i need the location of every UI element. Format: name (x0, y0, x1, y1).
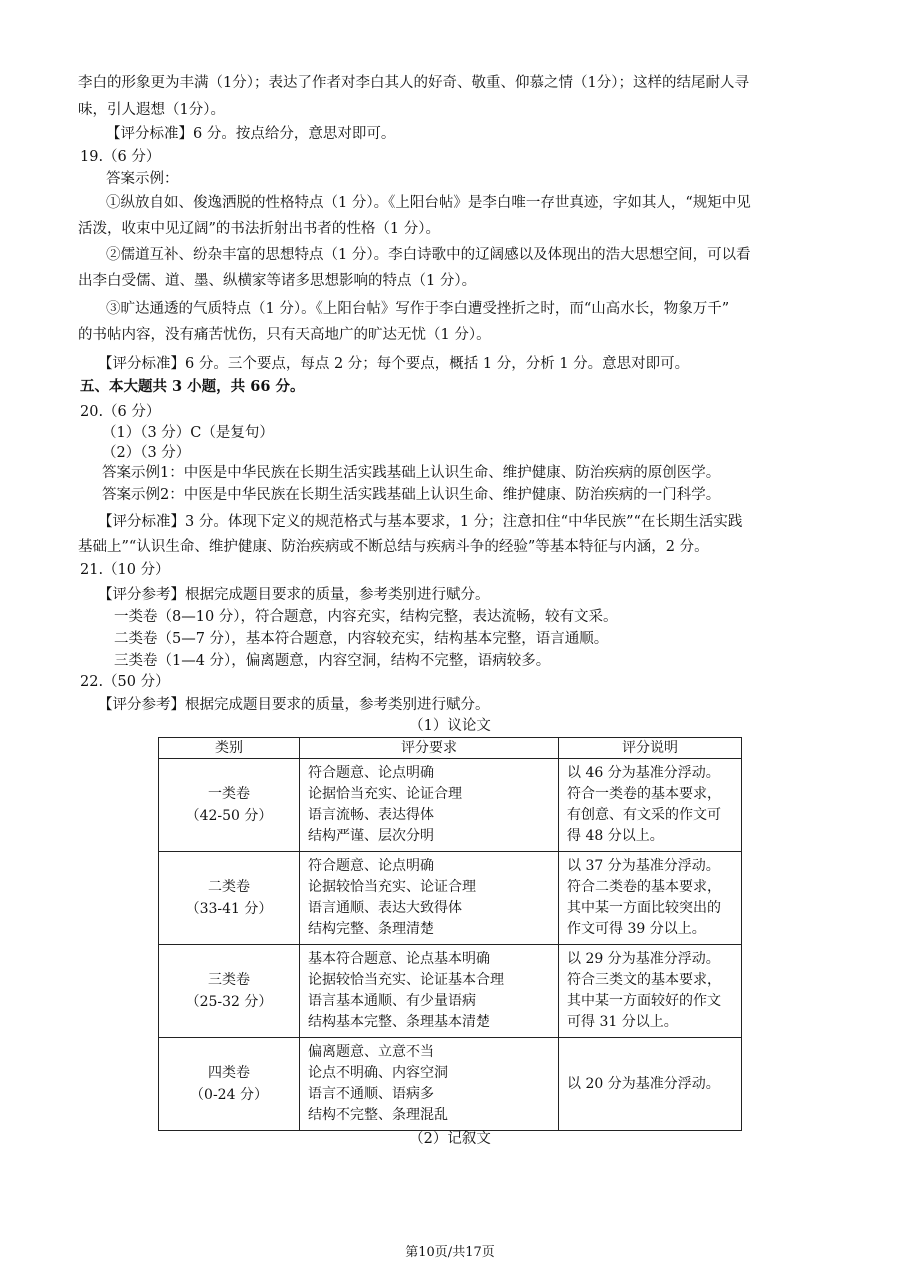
answer-line: ①纵放自如、俊逸洒脱的性格特点（1 分）。《上阳台帖》是李白唯一存世真迹，字如其人，“规矩中见 (106, 195, 751, 211)
answer-line: 李白的形象更为丰满（1分）；表达了作者对李白其人的好奇、敬重、仰慕之情（1分）；这样的结尾耐人寻 (78, 75, 749, 91)
question-number: 21.（10 分） (80, 562, 170, 578)
answer-example: 答案示例1：中医是中华民族在长期生活实践基础上认识生命、维护健康、防治疾病的原创医学。 (102, 465, 721, 481)
column-header: 类别 (159, 738, 300, 759)
table-row (159, 945, 742, 1038)
answer-line: 的书帖内容，没有痛苦忧伤，只有天高地广的旷达无忧（1 分）。 (78, 327, 491, 343)
answer-line: 出李白受儒、道、墨、纵横家等诸多思想影响的特点（1 分）。 (78, 273, 477, 289)
requirement-cell: 基本符合题意、论点基本明确 论据较恰当充实、论证基本合理 语言基本通顺、有少量语病 结构基本完整、条理基本清楚 (300, 945, 559, 1038)
column-header: 评分要求 (300, 738, 559, 759)
answer-line: 味，引人遐想（1分）。 (78, 102, 225, 118)
question-number: 22.（50 分） (80, 674, 170, 690)
note-cell: 以 29 分为基准分浮动。 符合三类文的基本要求， 其中某一方面较好的作文 可得 31 分以上。 (559, 945, 742, 1038)
grade-line: 三类卷（1—4 分），偏离题意，内容空洞，结构不完整，语病较多。 (114, 653, 551, 669)
answer-line: 活泼，收束中见辽阔”的书法折射出书者的性格（1 分）。 (78, 221, 440, 237)
rubric-table (158, 737, 742, 1131)
scoring-standard: 【评分标准】6 分。三个要点，每点 2 分；每个要点，概括 1 分，分析 1 分。意思对即可。 (98, 356, 690, 372)
question-number: 20.（6 分） (80, 404, 161, 420)
sub-answer: （1）（3 分）C（是复句） (102, 425, 274, 441)
requirement-cell: 符合题意、论点明确 论据恰当充实、论证合理 语言流畅、表达得体 结构严谨、层次分明 (300, 759, 559, 852)
table-row (159, 852, 742, 945)
answer-line: ③旷达通透的气质特点（1 分）。《上阳台帖》写作于李白遭受挫折之时，而“山高水长，物象万千” (106, 301, 730, 317)
table-row (159, 1038, 742, 1131)
table-row (159, 759, 742, 852)
scoring-standard: 【评分标准】6 分。按点给分，意思对即可。 (106, 126, 396, 142)
subheading: （2）记叙文 (409, 1131, 491, 1147)
scoring-standard: 【评分标准】3 分。体现下定义的规范格式与基本要求，1 分；注意扣住“中华民族”“在长期生活实践 (98, 514, 743, 530)
grade-line: 二类卷（5—7 分），基本符合题意，内容较充实，结构基本完整，语言通顺。 (114, 631, 609, 647)
scoring-reference: 【评分参考】根据完成题目要求的质量，参考类别进行赋分。 (98, 587, 490, 603)
note-cell: 以 46 分为基准分浮动。 符合一类卷的基本要求， 有创意、有文采的作文可 得 48 分以上。 (559, 759, 742, 852)
page-footer: 第10页/共17页 (405, 1245, 495, 1260)
question-number: 19.（6 分） (80, 149, 161, 165)
category-cell: 一类卷 （42-50 分） (159, 759, 300, 852)
note-cell: 以 37 分为基准分浮动。 符合二类卷的基本要求， 其中某一方面比较突出的 作文可得 39 分以上。 (559, 852, 742, 945)
requirement-cell: 偏离题意、立意不当 论点不明确、内容空洞 语言不通顺、语病多 结构不完整、条理混乱 (300, 1038, 559, 1131)
answer-example: 答案示例2：中医是中华民族在长期生活实践基础上认识生命、维护健康、防治疾病的一门科学。 (102, 487, 721, 503)
table-header-row (159, 738, 742, 759)
scoring-standard: 基础上”“认识生命、维护健康、防治疾病或不断总结与疾病斗争的经验”等基本特征与内涵，2 分。 (78, 539, 709, 555)
grade-line: 一类卷（8—10 分），符合题意，内容充实，结构完整，表达流畅，较有文采。 (114, 609, 618, 625)
category-cell: 三类卷 （25-32 分） (159, 945, 300, 1038)
column-header: 评分说明 (559, 738, 742, 759)
category-cell: 四类卷 （0-24 分） (159, 1038, 300, 1131)
category-cell: 二类卷 （33-41 分） (159, 852, 300, 945)
requirement-cell: 符合题意、论点明确 论据较恰当充实、论证合理 语言通顺、表达大致得体 结构完整、条理清楚 (300, 852, 559, 945)
scoring-reference: 【评分参考】根据完成题目要求的质量，参考类别进行赋分。 (98, 697, 490, 713)
answer-line: ②儒道互补、纷杂丰富的思想特点（1 分）。李白诗歌中的辽阔感以及体现出的浩大思想空间，可以看 (106, 247, 751, 263)
note-cell: 以 20 分为基准分浮动。 (559, 1038, 742, 1131)
section-heading: 五、本大题共 3 小题，共 66 分。 (80, 378, 305, 395)
sub-answer: （2）（3 分） (102, 445, 191, 461)
answer-example-label: 答案示例： (106, 171, 179, 187)
table-caption: （1）议论文 (409, 718, 491, 734)
